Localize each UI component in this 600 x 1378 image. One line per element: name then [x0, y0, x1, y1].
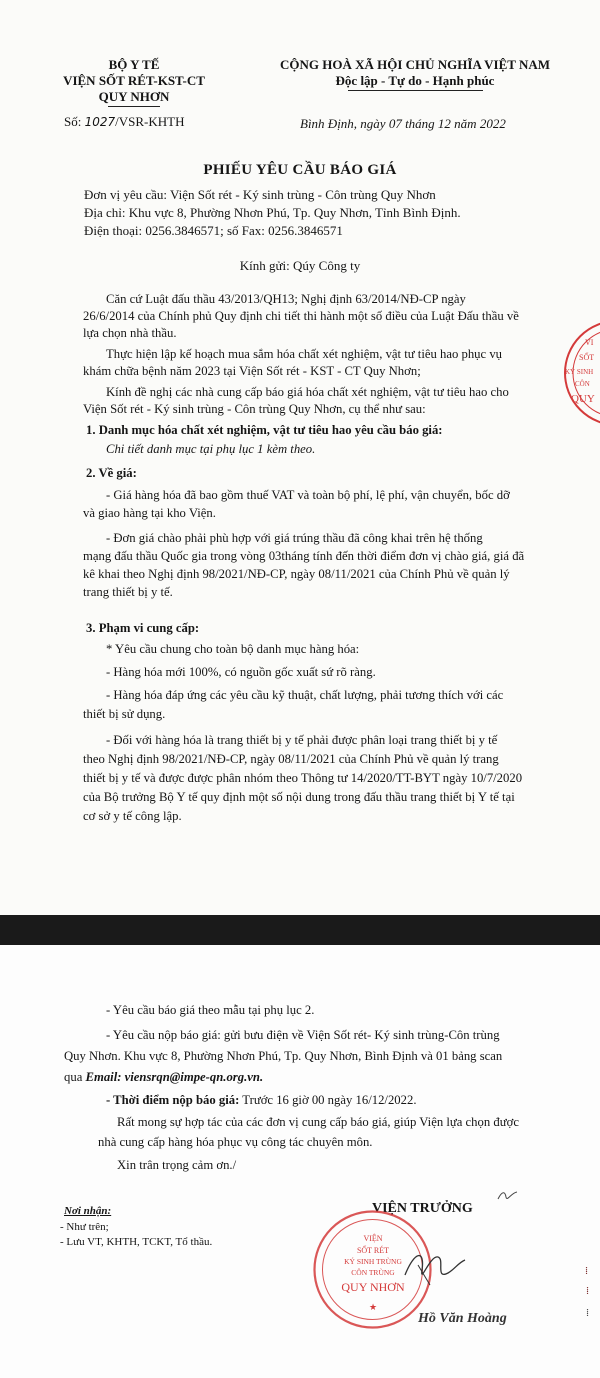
section-1-title: 1. Danh mục hóa chất xét nghiệm, vật tư tiêu hao yêu cầu báo giá:: [86, 423, 443, 437]
section-3-requirements-line-2: thiết bị sử dụng.: [83, 707, 166, 721]
partial-seal-stamp: [555, 318, 600, 428]
seal-text-3: KÝ SINH TRÙNG: [344, 1257, 402, 1266]
document-date: Bình Định, ngày 07 tháng 12 năm 2022: [300, 116, 506, 131]
section-2-para-2-line-1: - Đơn giá chào phải phù hợp với giá trúng thầu đã công khai trên hệ thống: [106, 531, 483, 545]
deadline-line: [106, 1093, 417, 1108]
submission-line-1: - Yêu cầu nộp báo giá: gửi bưu điện về Viện Sốt rét- Ký sinh trùng-Côn trùng: [106, 1028, 500, 1042]
email-label: Email:: [85, 1070, 122, 1084]
para-legal-basis-line-3: lựa chọn nhà thầu.: [83, 326, 177, 340]
partial-seal-text-2: SỐT: [579, 353, 595, 362]
ministry-name: BỘ Y TẾ: [108, 57, 160, 72]
document-title: PHIẾU YÊU CẦU BÁO GIÁ: [203, 162, 397, 178]
greeting: Kính gửi: Qúy Công ty: [239, 258, 361, 273]
submission-email-line: [64, 1070, 263, 1085]
section-3-equipment-line-2: theo Nghị định 98/2021/NĐ-CP, ngày 08/11/2021 của Chính Phủ về quản lý trang: [83, 752, 499, 766]
section-3-new-goods: - Hàng hóa mới 100%, có nguồn gốc xuất sứ rõ ràng.: [106, 665, 376, 679]
partial-seal-text-3: KÝ SINH: [565, 368, 594, 376]
header-left-rule: [108, 106, 160, 107]
initial-mark: [496, 1189, 520, 1205]
recipients-title: Nơi nhận:: [64, 1205, 112, 1217]
para-plan-line-1: Thực hiện lập kế hoạch mua sắm hóa chất xét nghiệm, vật tư tiêu hao phục vụ: [106, 347, 503, 361]
recipient-1: - Như trên;: [60, 1221, 109, 1233]
section-2-para-1-line-1: - Giá hàng hóa đã bao gồm thuế VAT và toàn bộ phí, lệ phí, vận chuyển, bốc dỡ: [106, 488, 510, 502]
partial-seal-text-4: CÔN: [575, 380, 590, 388]
seal-text-2: SỐT RÉT: [356, 1246, 390, 1255]
section-2-title: 2. Về giá:: [86, 466, 137, 480]
seal-text-top: VIỆN: [363, 1234, 383, 1243]
edge-fragment-1: ⁞: [585, 1265, 589, 1277]
recipient-2: - Lưu VT, KHTH, TCKT, Tổ thầu.: [60, 1236, 213, 1248]
section-3-equipment-line-3: thiết bị y tế và được được phân nhóm theo Thông tư 14/2020/TT-BYT ngày 10/7/2020: [83, 771, 523, 785]
section-3-general: * Yêu cầu chung cho toàn bộ danh mục hàng hóa:: [106, 642, 360, 656]
partial-seal-text-5: QUY: [571, 393, 595, 405]
header-right-rule: [348, 90, 483, 91]
seal-text-4: CÔN TRÙNG: [351, 1268, 395, 1277]
requester-unit: Đơn vị yêu cầu: Viện Sốt rét - Ký sinh trùng - Côn trùng Quy Nhơn: [84, 187, 436, 202]
section-3-requirements-line-1: - Hàng hóa đáp ứng các yêu cầu kỹ thuật, chất lượng, phải tương thích với các: [106, 688, 504, 702]
national-motto: Độc lập - Tự do - Hạnh phúc: [335, 73, 495, 88]
section-2-para-2-line-3: kê khai theo Nghị định 98/2021/NĐ-CP, ngày 08/11/2021 của Chính Phủ về quản lý: [83, 567, 510, 581]
section-3-equipment-line-5: cơ sở y tế công lập.: [83, 809, 182, 823]
section-3-title: 3. Phạm vi cung cấp:: [86, 621, 200, 635]
ref-handwritten-number: 1027: [84, 115, 116, 129]
deadline-value: Trước 16 giờ 00 ngày 16/12/2022.: [242, 1093, 417, 1107]
section-2-para-2-line-4: trang thiết bị y tế.: [83, 585, 173, 599]
section-2-para-1-line-2: và giao hàng tại kho Viện.: [83, 506, 216, 520]
country-name: CỘNG HOÀ XÃ HỘI CHỦ NGHĨA VIỆT NAM: [279, 57, 551, 72]
signer-name: Hồ Văn Hoàng: [418, 1311, 507, 1326]
deadline-label: - Thời điểm nộp báo giá:: [106, 1093, 240, 1107]
document-page-2: [0, 945, 600, 1378]
para-legal-basis-line-2: 26/6/2014 của Chính phủ Quy định chi tiết thi hành một số điều của Luật Đấu thầu về: [83, 309, 519, 323]
section-2-para-2-line-2: mạng đấu thầu Quốc gia trong vòng 03tháng tính đến thời điểm đơn vị chào giá, giá đã: [83, 549, 525, 563]
section-3-equipment-line-1: - Đối với hàng hóa là trang thiết bị y tế phải được phân loại trang thiết bị y tế: [106, 733, 498, 747]
reference-number: [64, 114, 184, 130]
para-request-line-1: Kính đề nghị các nhà cung cấp báo giá hóa chất xét nghiệm, vật tư tiêu hao cho: [106, 385, 509, 399]
requester-address: Địa chỉ: Khu vực 8, Phường Nhơn Phú, Tp. Quy Nhơn, Tỉnh Bình Định.: [84, 205, 461, 220]
para-legal-basis-line-1: Căn cứ Luật đấu thầu 43/2013/QH13; Nghị định 63/2014/NĐ-CP ngày: [106, 292, 466, 306]
institute-name: VIỆN SỐT RÉT-KST-CT: [63, 73, 205, 88]
para-plan-line-2: khám chữa bệnh năm 2023 tại Viện Sốt rét - KST - CT Quy Nhơn;: [83, 364, 421, 378]
page-gap: [0, 915, 600, 945]
edge-fragment-3: ⁞: [586, 1307, 590, 1319]
edge-fragment-2: ⁞: [586, 1285, 590, 1297]
submission-line-2: Quy Nhơn. Khu vực 8, Phường Nhơn Phú, Tp. Quy Nhơn, Bình Định và 01 bảng scan: [64, 1049, 503, 1063]
ref-prefix: Số:: [64, 114, 82, 129]
signer-title: VIỆN TRƯỞNG: [372, 1201, 473, 1216]
email-prefix: qua: [64, 1070, 83, 1084]
institute-city: QUY NHƠN: [98, 89, 170, 104]
thanks-line: Xin trân trọng cảm ơn./: [117, 1158, 237, 1172]
signature: [400, 1245, 470, 1295]
partial-seal-text-1: VI: [585, 338, 594, 347]
seal-star-icon: ★: [368, 1302, 378, 1312]
requester-phone: Điện thoại: 0256.3846571; số Fax: 0256.3846571: [84, 223, 343, 238]
closing-line-2: nhà cung cấp hàng hóa phục vụ công tác chuyên môn.: [98, 1135, 373, 1149]
closing-line-1: Rất mong sự hợp tác của các đơn vị cung cấp báo giá, giúp Viện lựa chọn được: [117, 1115, 519, 1129]
seal-text-5: QUY NHƠN: [341, 1280, 405, 1294]
para-request-line-2: Viện Sốt rét - Ký sinh trùng - Côn trùng Quy Nhơn, cụ thể như sau:: [83, 402, 426, 416]
email-address[interactable]: viensrqn@impe-qn.org.vn.: [124, 1070, 264, 1084]
form-requirement: - Yêu cầu báo giá theo mẫu tại phụ lục 2.: [106, 1003, 315, 1017]
section-3-equipment-line-4: của Bộ trưởng Bộ Y tế quy định một số nội dung trong đấu thầu trang thiết bị Y tế tại: [83, 790, 515, 804]
section-1-text: Chi tiết danh mục tại phụ lục 1 kèm theo.: [106, 442, 316, 456]
ref-suffix: /VSR-KHTH: [115, 114, 185, 129]
